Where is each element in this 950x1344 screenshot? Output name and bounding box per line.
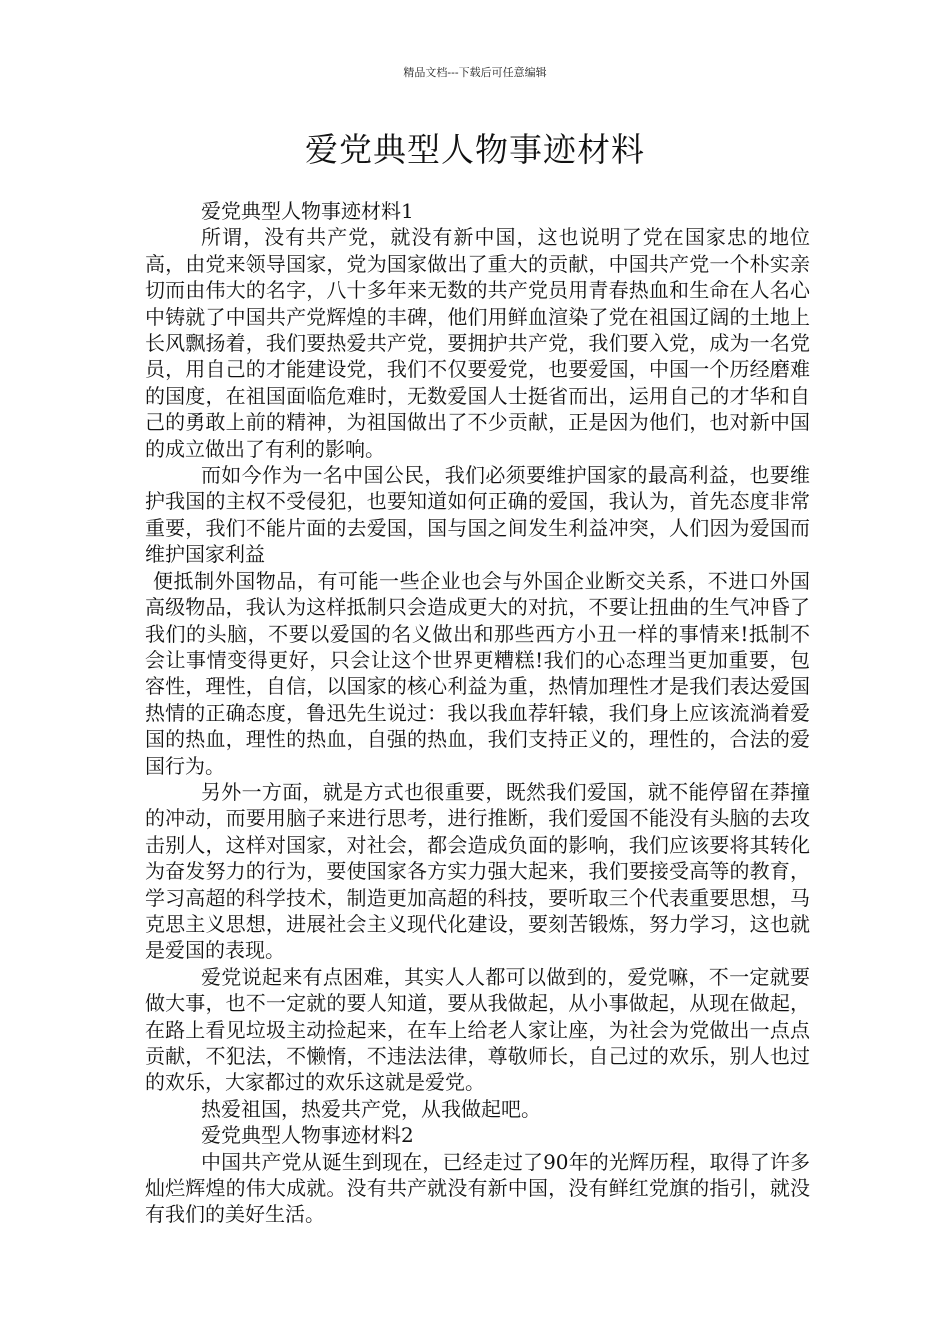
- document-body: [145, 198, 810, 1228]
- document-title: 爱党典型人物事迹材料: [305, 130, 645, 169]
- paragraph: 而如今作为一名中国公民，我们必须要维护国家的最高利益，也要维护我国的主权不受侵犯，也要知道如何正确的爱国，我认为，首先态度非常重要，我们不能片面的去爱国，国与国之间发生利益冲突，人们因为爱国而维护国家利益: [145, 463, 810, 567]
- paragraph: 便抵制外国物品，有可能一些企业也会与外国企业断交关系，不进口外国高级物品，我认为这样抵制只会造成更大的对抗，不要让扭曲的生气冲昏了我们的头脑，不要以爱国的名义做出和那些西方小丑一样的事情来!抵制不会让事情变得更好，只会让这个世界更糟糕!我们的心态理当更加重要，包容性，理性，自信，以国家的核心利益为重，热情加理性才是我们表达爱国热情的正确态度，鲁迅先生说过：我以我血荐轩辕，我们身上应该流淌着爱国的热血，理性的热血，自强的热血，我们支持正义的，理性的，合法的爱国行为。: [145, 568, 810, 778]
- section-heading-1: 爱党典型人物事迹材料1: [201, 199, 414, 223]
- paragraph: 所谓，没有共产党，就没有新中国，这也说明了党在国家忠的地位高，由党来领导国家，党为国家做出了重大的贡献，中国共产党一个朴实亲切而由伟大的名字，八十多年来无数的共产党员用青春热血和生命在人名心中铸就了中国共产党辉煌的丰碑，他们用鲜血渲染了党在祖国辽阔的土地上长风飘扬着，我们要热爱共产党，要拥护共产党，我们要入党，成为一名党员，用自己的才能建设党，我们不仅要爱党，也要爱国，中国一个历经磨难的国度，在祖国面临危难时，无数爱国人士挺省而出，运用自己的才华和自己的勇敢上前的精神，为祖国做出了不少贡献，正是因为他们，也对新中国的成立做出了有利的影响。: [145, 225, 810, 461]
- paragraph: 另外一方面，就是方式也很重要，既然我们爱国，就不能停留在莽撞的冲动，而要用脑子来进行思考，进行推断，我们爱国不能没有头脑的去攻击别人，这样对国家，对社会，都会造成负面的影响，我们应该要将其转化为奋发努力的行为，要使国家各方实力强大起来，我们要接受高等的教育，学习高超的科学技术，制造更加高超的科技，要听取三个代表重要思想，马克思主义思想，进展社会主义现代化建设，要刻苦锻炼，努力学习，这也就是爱国的表现。: [145, 779, 810, 963]
- page-header: 精品文档---下载后可任意编辑: [403, 66, 547, 79]
- paragraph: 爱党说起来有点困难，其实人人都可以做到的，爱党嘛，不一定就要做大事，也不一定就的要人知道，要从我做起，从小事做起，从现在做起，在路上看见垃圾主动捡起来，在车上给老人家让座，为社会为党做出一点点贡献，不犯法，不懒惰，不违法法律，尊敬师长，自己过的欢乐，别人也过的欢乐，大家都过的欢乐这就是爱党。: [145, 964, 810, 1095]
- paragraph: 热爱祖国，热爱共产党，从我做起吧。: [201, 1096, 541, 1121]
- paragraph: 中国共产党从诞生到现在，已经走过了90年的光辉历程，取得了许多灿烂辉煌的伟大成就。没有共产就没有新中国，没有鲜红党旗的指引，就没有我们的美好生活。: [145, 1149, 810, 1227]
- section-heading-2: 爱党典型人物事迹材料2: [201, 1123, 414, 1148]
